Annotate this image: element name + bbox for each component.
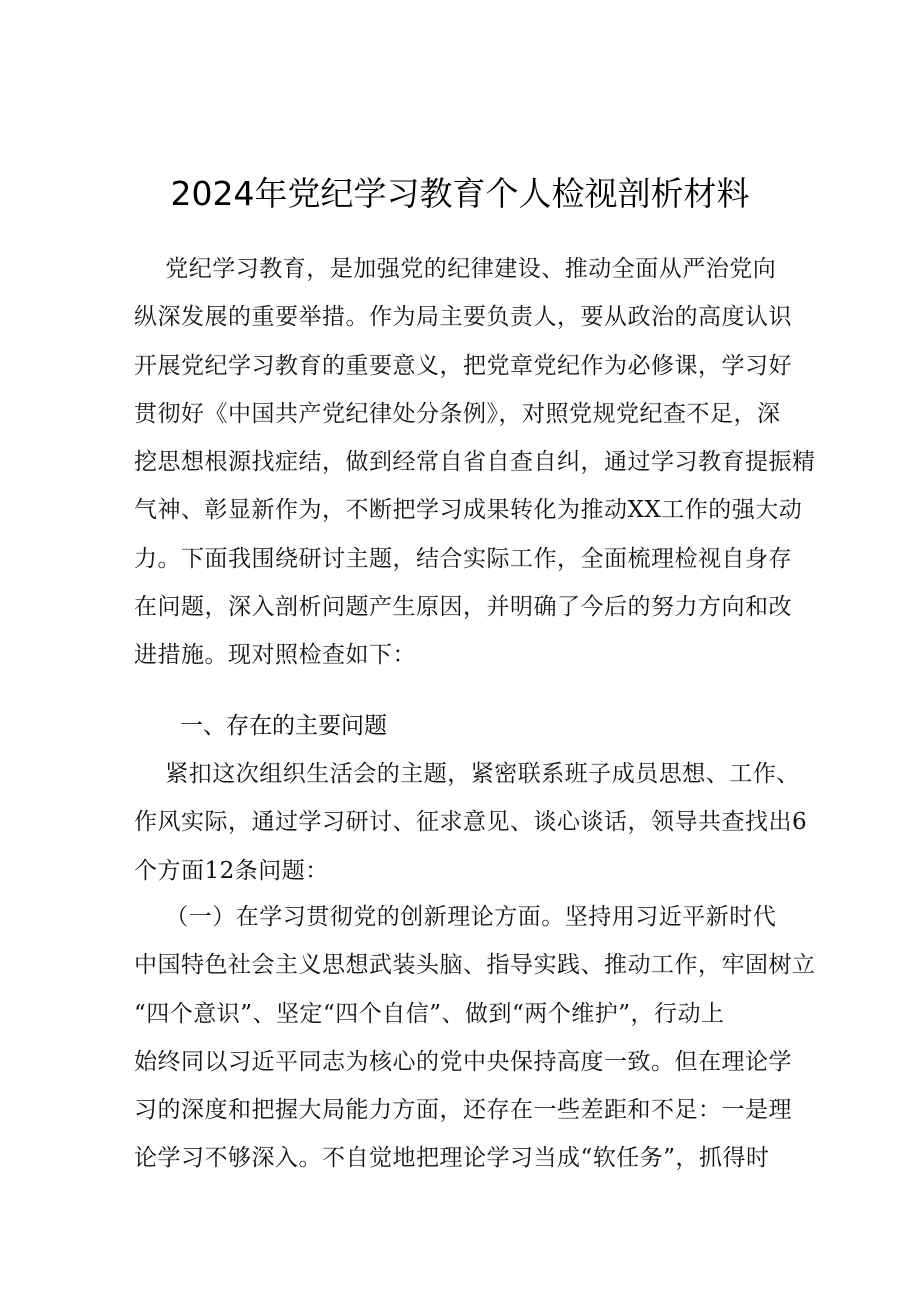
- subsection1-line: 始终同以习近平同志为核心的党中央保持高度一致。但在理论学: [134, 1048, 792, 1075]
- subsection1-line: “四个意识”、坚定“四个自信”、做到“两个维护”，行动上: [134, 1000, 725, 1027]
- subsection1-paragraph: [134, 893, 816, 1183]
- intro-line: 纵深发展的重要举措。作为局主要负责人，要从政治的高度认识: [134, 304, 792, 331]
- intro-line: 气神、彰显新作为，不断把学习成果转化为推动XX工作的强大动: [134, 497, 803, 524]
- document-title: 2024年党纪学习教育个人检视剖析材料: [170, 174, 750, 213]
- subsection1-line: 习的深度和把握大局能力方面，还存在一些差距和不足：一是理: [134, 1097, 792, 1124]
- intro-line: 党纪学习教育，是加强党的纪律建设、推动全面从严治党向: [134, 256, 777, 282]
- subsection1-line: 论学习不够深入。不自觉地把理论学习当成“软任务”，抓得时: [134, 1145, 770, 1172]
- section1-line: 作风实际，通过学习研讨、征求意见、谈心谈话，领导共查找出6: [134, 809, 808, 836]
- intro-paragraph: [134, 245, 816, 680]
- section1-line: 紧扣这次组织生活会的主题，紧密联系班子成员思想、工作、: [134, 761, 800, 787]
- section1-paragraph: [134, 750, 808, 895]
- subsection1-line: 中国特色社会主义思想武装头脑、指导实践、推动工作，牢固树立: [134, 952, 816, 979]
- intro-line: 贯彻好《中国共产党纪律处分条例》，对照党规党纪查不足，深: [134, 400, 781, 427]
- subsection1-line: （一）在学习贯彻党的创新理论方面。坚持用习近平新时代: [134, 904, 777, 930]
- intro-line: 在问题，深入剖析问题产生原因，并明确了今后的努力方向和改: [134, 594, 792, 621]
- intro-line: 力。下面我围绕研讨主题，结合实际工作，全面梳理检视自身存: [134, 545, 792, 572]
- section1-line: 个方面12条问题：: [134, 857, 329, 884]
- intro-line: 进措施。现对照检查如下：: [134, 642, 416, 669]
- intro-line: 挖思想根源找症结，做到经常自省自查自纠，通过学习教育提振精: [134, 449, 816, 476]
- intro-line: 开展党纪学习教育的重要意义，把党章党纪作为必修课，学习好: [134, 352, 792, 379]
- section-heading: 一、存在的主要问题: [180, 713, 387, 739]
